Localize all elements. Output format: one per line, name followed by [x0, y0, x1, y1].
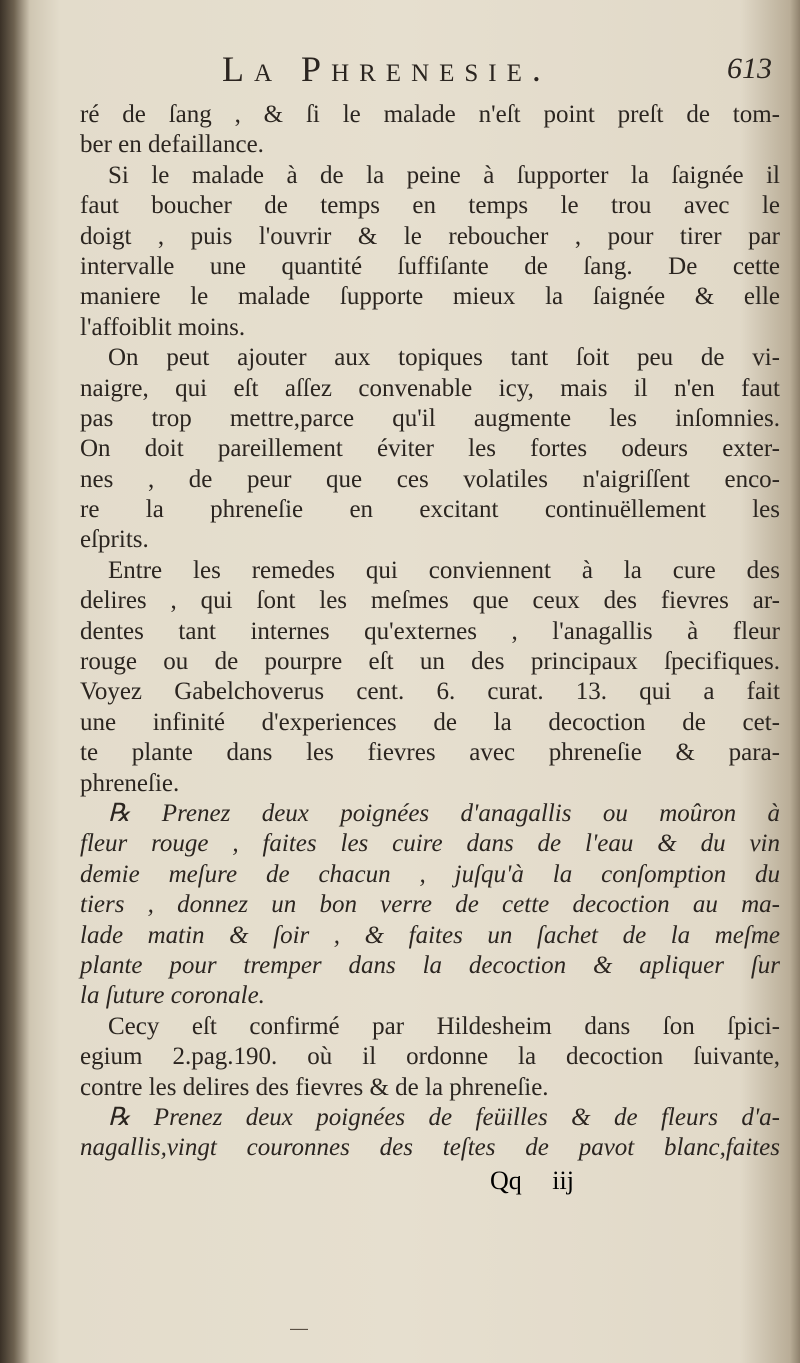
text-line: fleur rouge , faites les cuire dans de l'eau & du vin [80, 830, 780, 858]
running-title: La Phrenesie. [222, 49, 551, 89]
text-line: ℞ Prenez deux poignées de feüilles & de fleurs d'a- [108, 1103, 780, 1131]
text-line: doigt , puis l'ouvrir & le reboucher , pour tirer par [80, 222, 780, 250]
text-line: rouge ou de pourpre eſt un des principaux ſpecifiques. [80, 648, 780, 676]
text-line: phreneſie. [80, 769, 180, 797]
text-line: ber en defaillance. [80, 131, 264, 159]
page-footer [490, 1166, 598, 1196]
text-line: tiers , donnez un bon verre de cette decoction au ma- [80, 891, 780, 919]
text-line: faut boucher de temps en temps le trou avec le [80, 192, 780, 220]
text-line: egium 2.pag.190. où il ordonne la decoction ſuivante, [80, 1043, 780, 1071]
text-line: ℞ Prenez deux poignées d'anagallis ou moûron à [108, 799, 780, 827]
text-line: delires , qui ſont les meſmes que ceux des fievres ar- [80, 587, 780, 615]
text-line: ré de ſang , & ſi le malade n'eſt point preſt de tom- [80, 101, 780, 128]
text-line: naigre, qui eſt aſſez convenable icy, mais il n'en faut [80, 374, 780, 402]
body-text [80, 100, 780, 1164]
text-line: l'affoiblit moins. [80, 313, 246, 341]
text-line: demie meſure de chacun , juſqu'à la conſomption du [80, 860, 780, 888]
text-line: la ſuture coronale. [80, 982, 265, 1010]
text-line: Entre les remedes qui conviennent à la cure des [108, 556, 780, 584]
text-line: Cecy eſt confirmé par Hildesheim dans ſon ſpici- [108, 1012, 780, 1040]
page-header [80, 44, 780, 100]
text-line: pas trop mettre,parce qu'il augmente les inſomnies. [80, 404, 780, 432]
text-line: Si le malade à de la peine à ſupporter la ſaignée il [108, 161, 780, 189]
page-number: 613 [727, 52, 772, 85]
page-text [80, 44, 780, 1164]
text-line: une infinité d'experiences de la decoction de cet- [80, 708, 780, 736]
text-line: intervalle une quantité ſuffiſante de ſang. De cette [80, 252, 780, 280]
binding-mark-icon: ― [290, 1318, 308, 1339]
text-line: nagallis,vingt couronnes des teſtes de pavot blanc,faites [80, 1134, 780, 1162]
signature-number: iij [552, 1166, 574, 1195]
text-line: Voyez Gabelchoverus cent. 6. curat. 13. qui a fait [80, 678, 780, 706]
text-line: re la phreneſie en excitant continuëllement les [80, 496, 780, 524]
signature-mark: Qq [490, 1166, 522, 1195]
text-line: On doit pareillement éviter les fortes odeurs exter- [80, 435, 780, 463]
text-line: plante pour tremper dans la decoction & apliquer ſur [80, 951, 780, 979]
text-line: nes , de peur que ces volatiles n'aigriſſent enco- [80, 465, 780, 493]
text-line: eſprits. [80, 526, 149, 554]
text-line: maniere le malade ſupporte mieux la ſaignée & elle [80, 283, 780, 311]
text-line: On peut ajouter aux topiques tant ſoit peu de vi- [108, 344, 780, 372]
text-line: dentes tant internes qu'externes , l'anagallis à fleur [80, 617, 780, 645]
text-line: te plante dans les fievres avec phreneſie & para- [80, 739, 780, 767]
text-line: lade matin & ſoir , & faites un ſachet de la meſme [80, 921, 780, 949]
text-line: contre les delires des fievres & de la phreneſie. [80, 1073, 549, 1101]
